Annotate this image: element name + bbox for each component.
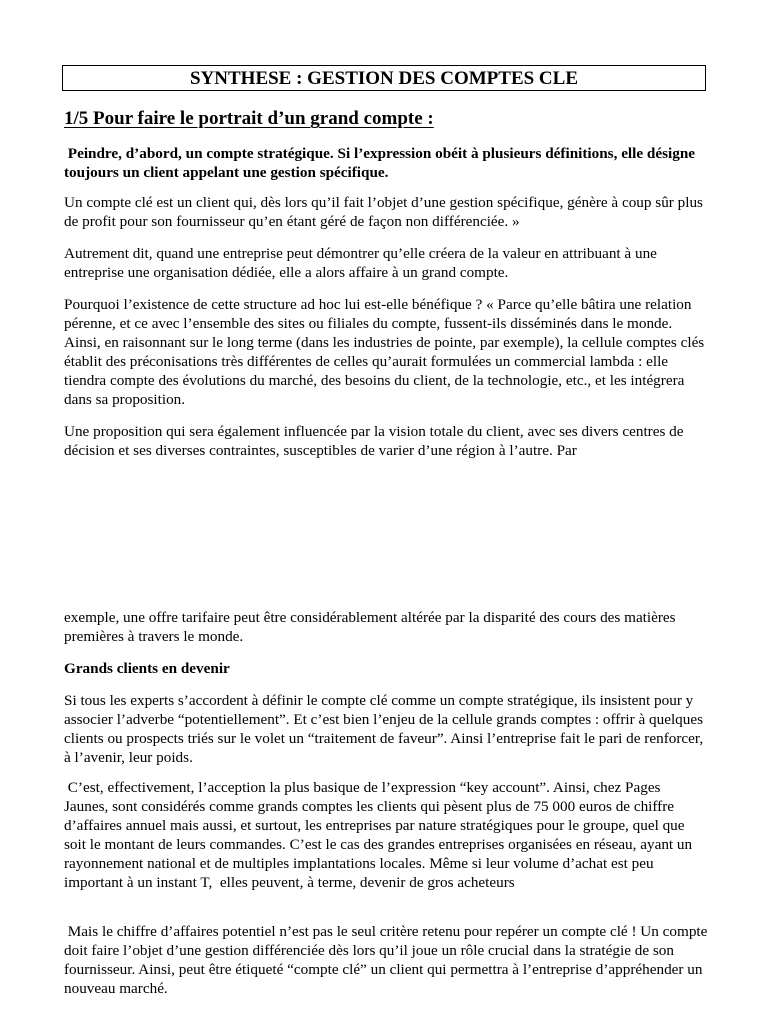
paragraph-4: Une proposition qui sera également influencée par la vision totale du client, avec ses divers centres de décision et ses diverses contraintes, susceptibles de varier d’une région à l’autre. Par [64, 423, 684, 459]
paragraph-3: Pourquoi l’existence de cette structure ad hoc lui est-elle bénéfique ? « Parce qu’elle bâtira une relation pérenne, et ce avec l’ensemble des sites ou filiales du compte, fussent-ils disséminés dans le monde. Ainsi, en raisonnant sur le long terme (dans les industries de pointe, par exemple), la cellule comptes clés établit des préconisations très différentes de celles qu’aurait formulées un commercial lambda : elle tiendra compte des évolutions du marché, des besoins du client, de la technologie, etc., et les intégrera dans sa proposition. [64, 296, 705, 408]
subheading: Grands clients en devenir [64, 660, 230, 677]
intro-paragraph: Peindre, d’abord, un compte stratégique. Si l’expression obéit à plusieurs définitions, elle désigne toujours un client appelant une gestion spécifique. [64, 145, 699, 181]
section-heading [64, 106, 434, 132]
paragraph-6: Si tous les experts s’accordent à définir le compte clé comme un compte stratégique, ils insistent pour y associer l’adverbe “potentiellement”. Et c’est bien l’enjeu de la cellule grands comptes : offrir à quelques clients ou prospects triés sur le volet un “traitement de faveur”. Ainsi l’entreprise fait le pari de renforcer, à l’avenir, leur poids. [64, 692, 704, 766]
document-title: SYNTHESE : GESTION DES COMPTES CLE [62, 65, 706, 91]
paragraph-7: C’est, effectivement, l’acception la plus basique de l’expression “key account”. Ainsi, chez Pages Jaunes, sont considérés comme grands comptes les clients qui pèsent plus de 75 000 euros de chiffre d’affaires annuel mais aussi, et surtout, les entreprises par nature stratégiques pour le groupe, quel que soit le montant de leurs commandes. C’est le cas des grandes entreprises organisées en réseau, ayant un rayonnement national et de multiples implantations locales. Même si leur volume d’achat est peu important à un instant T, elles peuvent, à terme, devenir de gros acheteurs [64, 779, 696, 891]
paragraph-5: exemple, une offre tarifaire peut être considérablement altérée par la disparité des cours des matières premières à travers le monde. [64, 609, 676, 645]
paragraph-2: Autrement dit, quand une entreprise peut démontrer qu’elle créera de la valeur en attribuant à une entreprise une organisation dédiée, elle a alors affaire à un grand compte. [64, 245, 657, 281]
paragraph-1: Un compte clé est un client qui, dès lors qu’il fait l’objet d’une gestion spécifique, génère à coup sûr plus de profit pour son fournisseur qu’en étant géré de façon non différenciée. » [64, 194, 703, 230]
section-heading-text: 1/5 Pour faire le portrait d’un grand compte : [64, 108, 434, 129]
paragraph-8: Mais le chiffre d’affaires potentiel n’est pas le seul critère retenu pour repérer un compte clé ! Un compte doit faire l’objet d’une gestion différenciée dès lors qu’il joue un rôle crucial dans la stratégie de son fournisseur. Ainsi, peut être étiqueté “compte clé” un client qui permettra à l’entreprise d’appréhender un nouveau marché. [64, 923, 712, 997]
